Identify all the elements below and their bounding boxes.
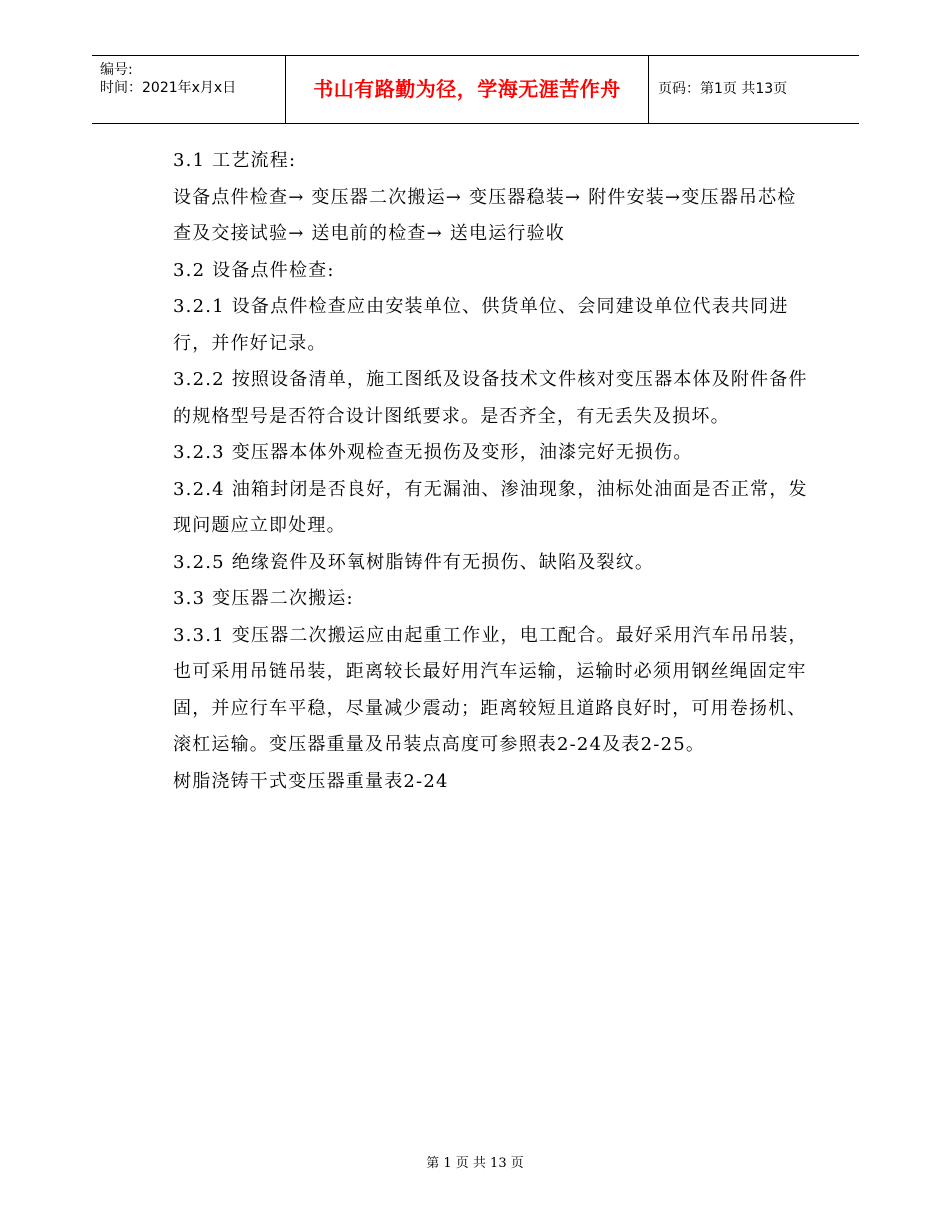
paragraph-3-2-3: 3.2.3 变压器本体外观检查无损伤及变形，油漆完好无损伤。 [173,442,693,463]
serial-number-label: 编号: [100,62,133,78]
page-footer: 第 1 页 共 13 页 [426,1156,524,1171]
section-heading-3-1: 3.1 工艺流程: [173,150,297,171]
header-motto: 书山有路勤为径，学海无涯苦作舟 [286,56,649,123]
process-flow-paragraph: 设备点件检查→ 变压器二次搬运→ 变压器稳装→ 附件安装→变压器吊芯检查及交接试验→ 送电前的检查→ 送电运行验收 [173,186,797,244]
document-body [173,143,813,800]
paragraph-3-2-4: 3.2.4 油箱封闭是否良好，有无漏油、渗油现象，油标处油面是否正常，发现问题应立即处理。 [173,478,808,536]
paragraph-3-2-5: 3.2.5 绝缘瓷件及环氧树脂铸件有无损伤、缺陷及裂纹。 [173,551,655,573]
time-label: 时间：2021年x月x日 [100,80,237,96]
section-heading-3-2: 3.2 设备点件检查: [173,259,335,281]
paragraph-3-2-2: 3.2.2 按照设备清单，施工图纸及设备技术文件核对变压器本体及附件备件的规格型号是否符合设计图纸要求。是否齐全，有无丢失及损坏。 [173,369,808,427]
page-header [92,55,859,124]
table-caption: 树脂浇铸干式变压器重量表2-24 [173,770,449,792]
paragraph-3-3-1: 3.3.1 变压器二次搬运应由起重工作业，电工配合。最好采用汽车吊吊装，也可采用吊链吊装，距离较长最好用汽车运输，运输时必须用钢丝绳固定牢固，并应行车平稳，尽量减少震动；距离较短且道路良好时，可用卷扬机、滚杠运输。变压器重量及吊装点高度可参照表2-24及表2-25。 [173,624,808,755]
section-heading-3-3: 3.3 变压器二次搬运: [173,588,354,609]
header-page-info: 页码：第1页 共13页 [658,81,788,97]
header-meta-cell [92,56,286,123]
paragraph-3-2-1: 3.2.1 设备点件检查应由安装单位、供货单位、会同建设单位代表共同进行，并作好记录。 [173,296,789,354]
